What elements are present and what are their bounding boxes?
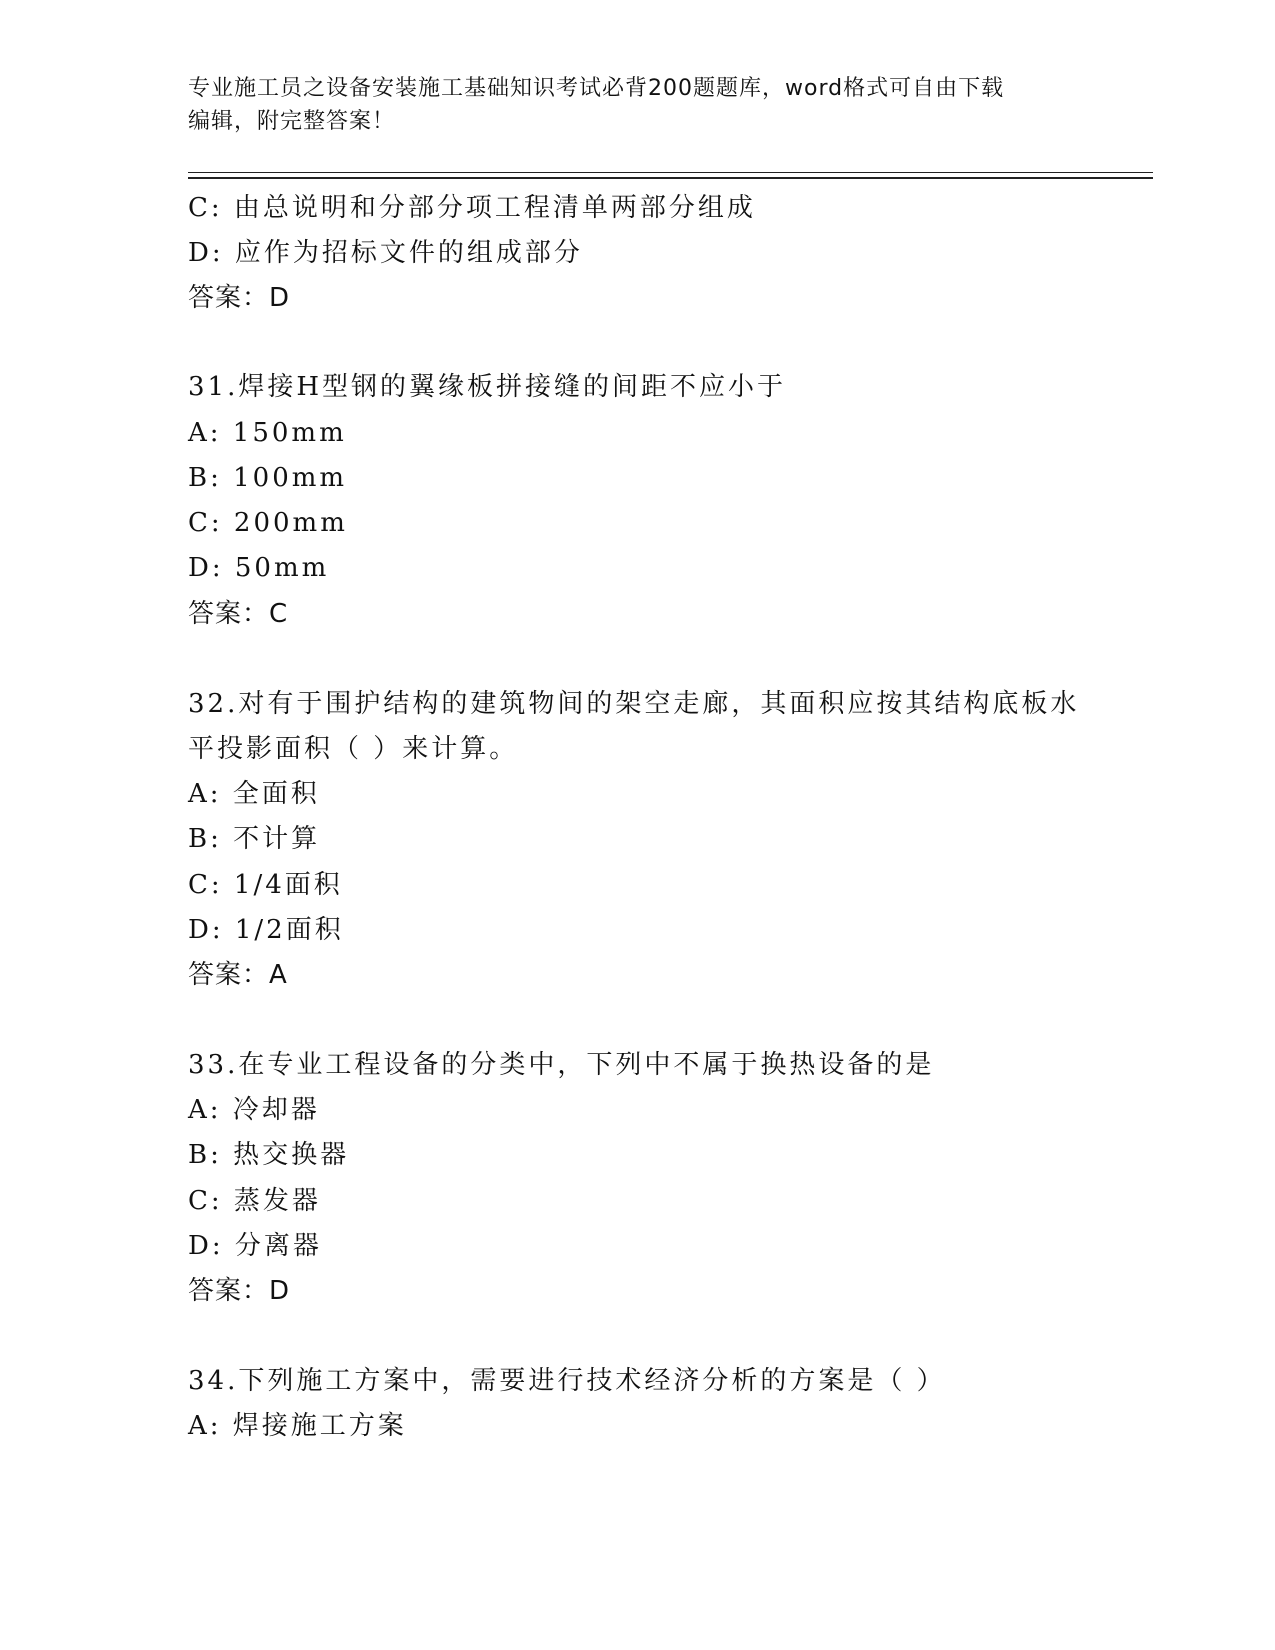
q33-option-a: A: 冷却器 <box>188 1095 320 1125</box>
q33-stem: 33.在专业工程设备的分类中，下列中不属于换热设备的是 <box>188 1050 935 1080</box>
header-divider-thick <box>188 177 1153 179</box>
header-line-2: 编辑，附完整答案！ <box>188 109 396 134</box>
q31-stem: 31.焊接H型钢的翼缘板拼接缝的间距不应小于 <box>188 372 787 402</box>
q34-stem: 34.下列施工方案中，需要进行技术经济分析的方案是（ ） <box>188 1366 946 1396</box>
header-line-1: 专业施工员之设备安装施工基础知识考试必背200题题库，word格式可自由下载 <box>188 76 1005 101</box>
prev-option-d: D: 应作为招标文件的组成部分 <box>188 238 583 268</box>
q31-answer: 答案：C <box>188 599 289 629</box>
q31-option-b: B: 100mm <box>188 463 348 493</box>
q33-option-c: C: 蒸发器 <box>188 1186 321 1216</box>
q32-answer: 答案：A <box>188 960 288 990</box>
q31-option-a: A: 150mm <box>188 418 347 448</box>
q32-stem-line-1: 32.对有于围护结构的建筑物间的架空走廊，其面积应按其结构底板水 <box>188 689 1080 719</box>
prev-option-c: C: 由总说明和分部分项工程清单两部分组成 <box>188 193 756 223</box>
q32-option-d: D: 1/2面积 <box>188 915 344 945</box>
q33-option-b: B: 热交换器 <box>188 1140 350 1170</box>
q33-answer: 答案：D <box>188 1276 291 1306</box>
q32-option-c: C: 1/4面积 <box>188 870 343 900</box>
q33-option-d: D: 分离器 <box>188 1231 322 1261</box>
q31-option-c: C: 200mm <box>188 508 348 538</box>
q32-stem-line-2: 平投影面积（ ）来计算。 <box>188 734 519 764</box>
q32-option-a: A: 全面积 <box>188 779 320 809</box>
q31-option-d: D: 50mm <box>188 553 330 583</box>
q34-option-a: A: 焊接施工方案 <box>188 1411 407 1441</box>
prev-answer: 答案：D <box>188 283 291 313</box>
header-divider-thin <box>188 172 1153 173</box>
document-header <box>188 72 1088 138</box>
q32-option-b: B: 不计算 <box>188 824 321 854</box>
